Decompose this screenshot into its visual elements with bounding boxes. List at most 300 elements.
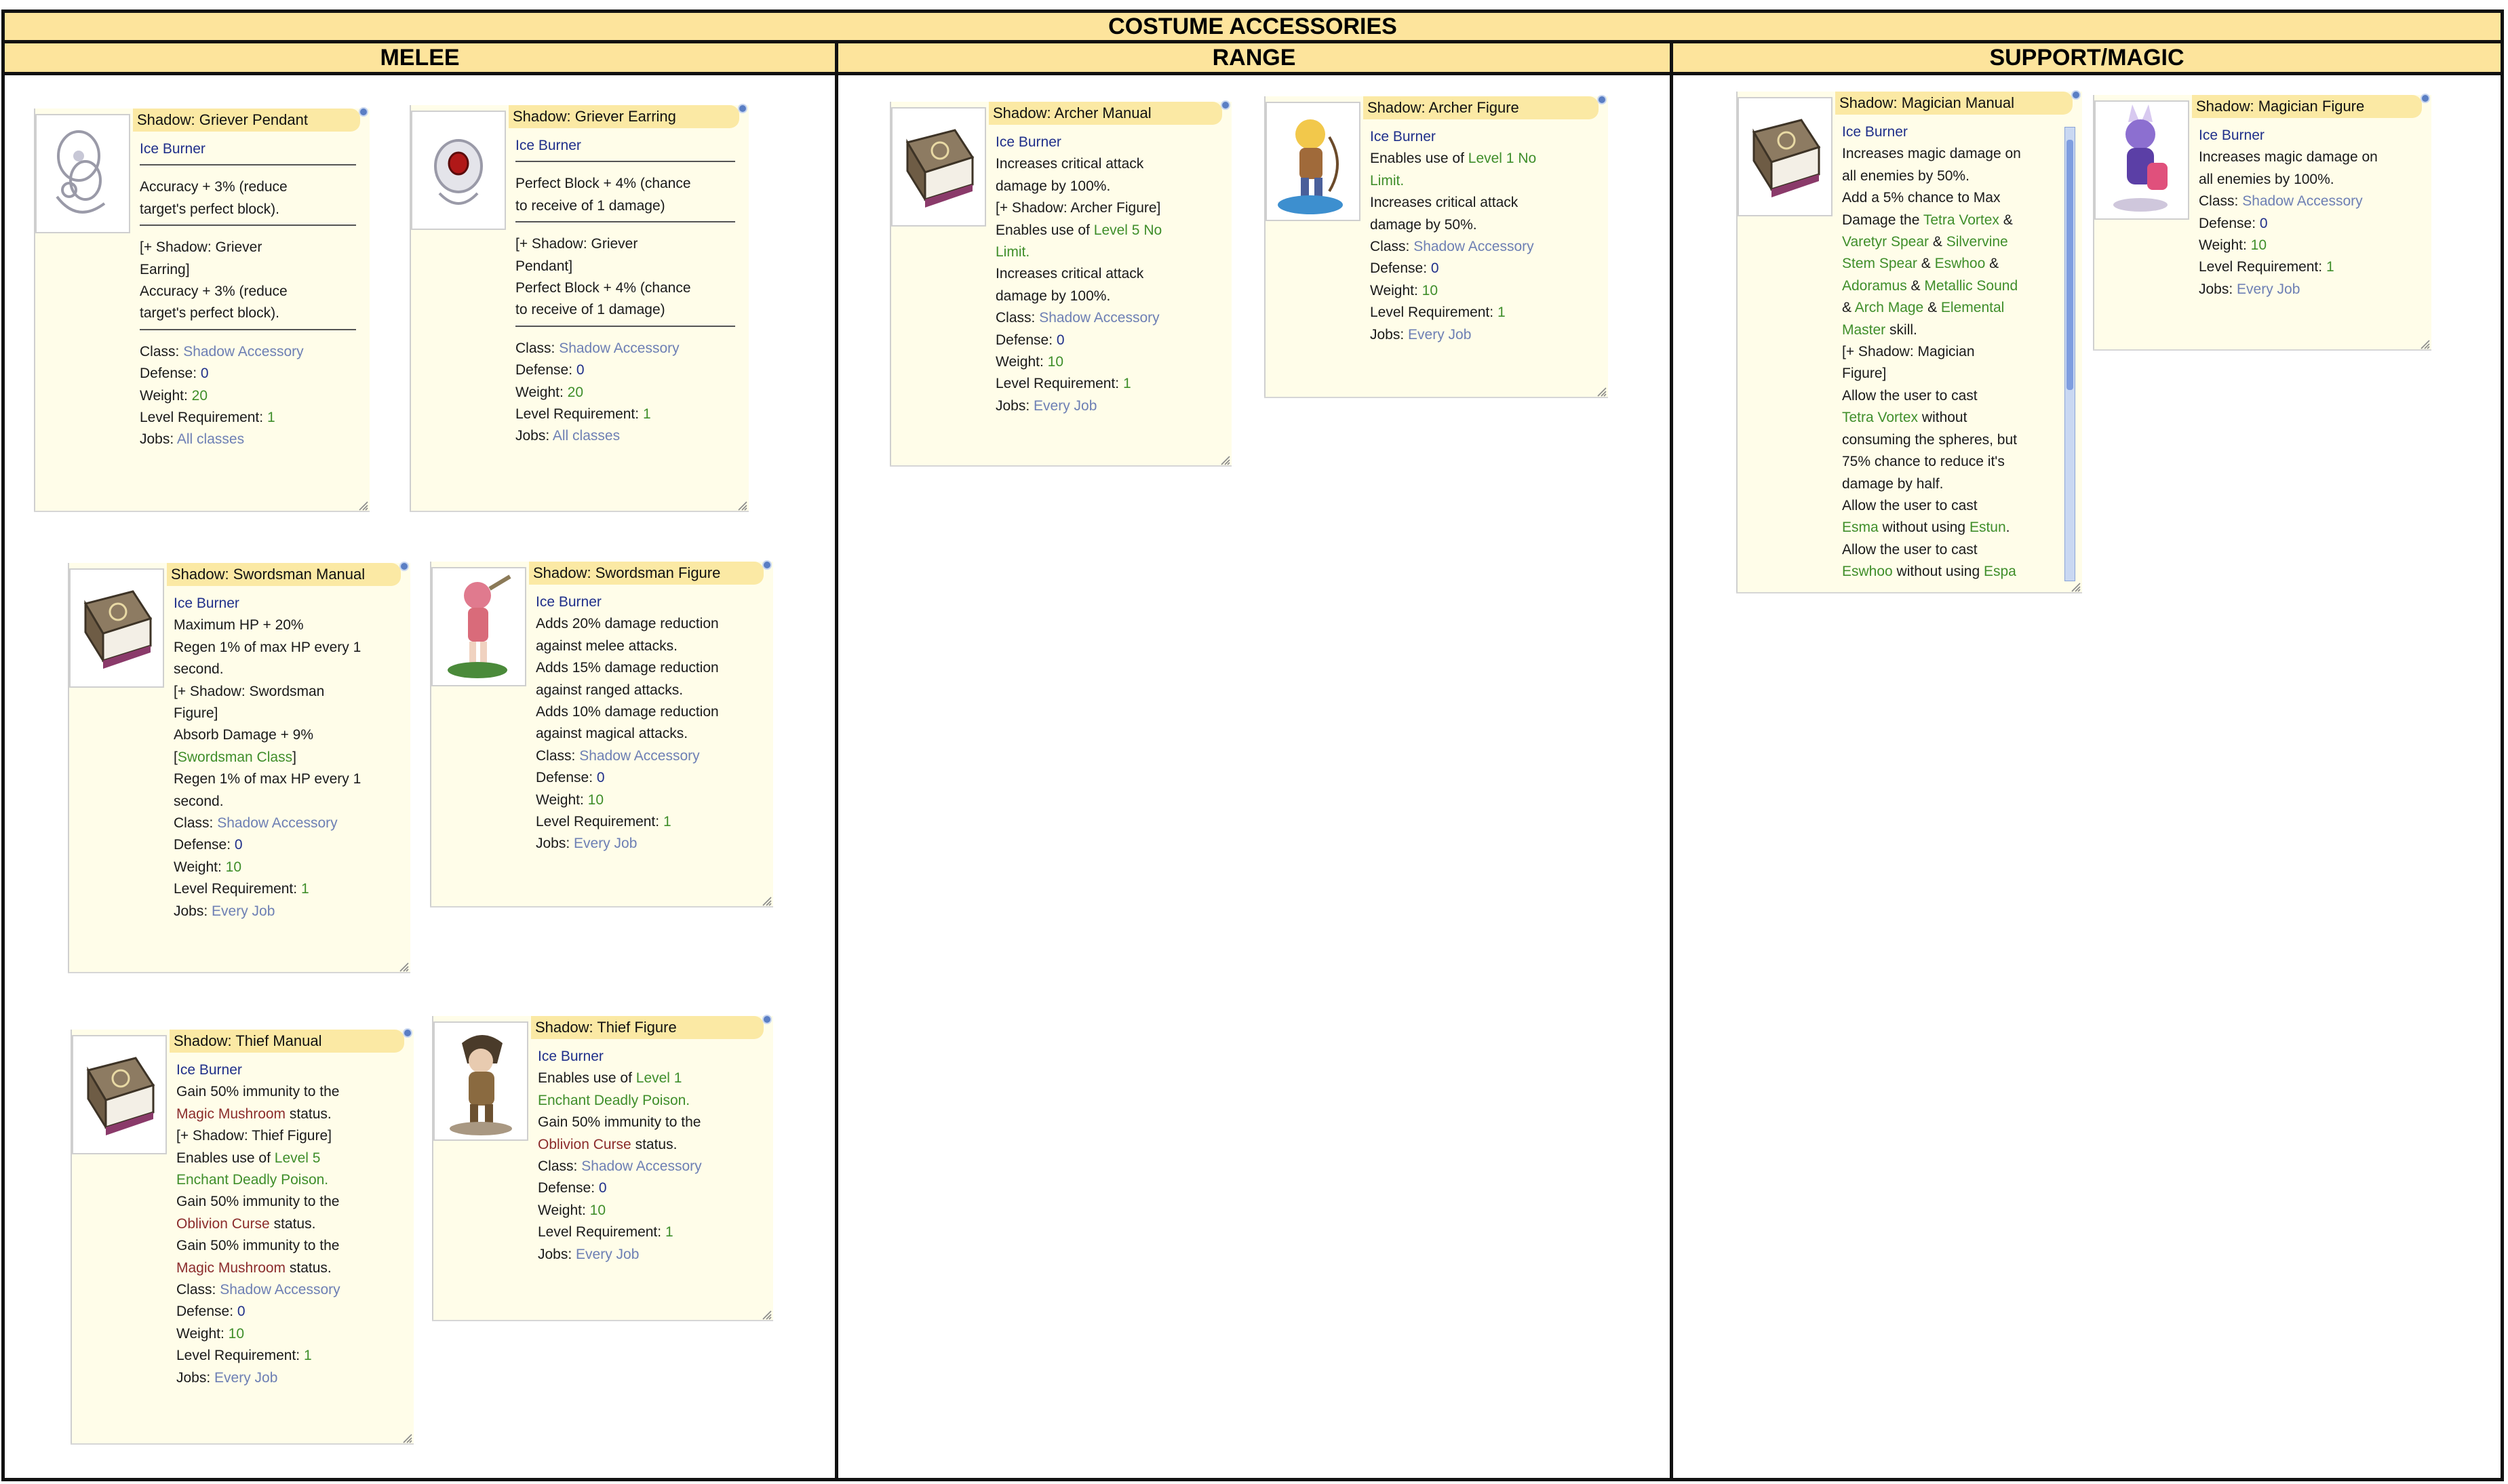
description-text: Defense:: [174, 837, 235, 853]
description-text: Silvervine: [1946, 234, 2008, 250]
description-text: 1: [1497, 305, 1506, 321]
description-divider: [140, 329, 356, 330]
description-text: Every Job: [212, 903, 275, 919]
item-name: Shadow: Magician Manual: [1835, 92, 2073, 115]
description-text: 20: [191, 387, 208, 404]
description-text: Weight:: [2199, 237, 2251, 254]
description-text: Every Job: [214, 1369, 278, 1386]
description-text: Jobs:: [174, 903, 212, 919]
info-dot-icon[interactable]: [403, 1028, 412, 1038]
description-text: Ice Burner: [2199, 128, 2265, 143]
description-line: [996, 176, 1218, 197]
description-text: to receive of 1 damage): [515, 302, 665, 318]
description-text: skill.: [1885, 321, 1917, 338]
item-description: [1842, 121, 2069, 583]
description-text: 10: [228, 1325, 245, 1342]
description-line: [1842, 561, 2069, 583]
description-text: Eswhoo: [1842, 564, 1893, 580]
description-text: against magical attacks.: [536, 726, 688, 742]
description-line: [1842, 363, 2069, 385]
item-description: [174, 593, 397, 922]
description-line: [996, 286, 1218, 307]
description-text: Enables use of: [1370, 151, 1468, 167]
item-thumbnail: [2094, 100, 2189, 220]
description-line: [174, 857, 397, 878]
item-description: [538, 1046, 760, 1266]
resize-grip-icon[interactable]: [357, 500, 368, 511]
description-text: Ice Burner: [140, 141, 205, 157]
resize-grip-icon[interactable]: [761, 895, 772, 906]
description-text: 1: [665, 1224, 673, 1241]
info-dot-icon[interactable]: [2071, 90, 2081, 100]
description-text: Level 1 No: [1468, 151, 1537, 167]
description-text: Shadow Accessory: [1039, 310, 1160, 326]
description-text: Level Requirement:: [174, 881, 301, 897]
description-line: [1370, 214, 1594, 236]
description-text: damage by 100%.: [996, 288, 1111, 304]
resize-grip-icon[interactable]: [761, 1309, 772, 1320]
book-icon: [71, 678, 163, 689]
description-text: 10: [1047, 354, 1064, 370]
page-title: COSTUME ACCESSORIES: [1, 9, 2504, 43]
description-line: [515, 233, 735, 255]
description-line: [174, 659, 397, 680]
description-line: [1842, 297, 2069, 319]
description-text: Weight:: [538, 1202, 590, 1218]
description-text: Enchant Deadly Poison.: [176, 1172, 329, 1188]
item-description: [2199, 125, 2418, 300]
description-text: Jobs:: [176, 1369, 215, 1386]
description-text: Class:: [996, 310, 1040, 326]
description-text: 0: [234, 837, 243, 853]
description-line: [515, 277, 735, 299]
description-text: Weight:: [176, 1325, 229, 1342]
resize-grip-icon[interactable]: [2419, 338, 2430, 349]
description-line: [1842, 385, 2069, 407]
description-text: Accuracy + 3% (reduce: [140, 179, 288, 195]
description-line: [538, 1046, 760, 1068]
info-dot-icon[interactable]: [2421, 94, 2430, 103]
resize-grip-icon[interactable]: [1596, 386, 1607, 397]
description-text: Tetra Vortex: [1842, 410, 1919, 426]
description-divider: [140, 164, 356, 165]
description-line: [1370, 324, 1594, 346]
description-text: 0: [596, 770, 605, 786]
description-text: second.: [174, 661, 224, 678]
description-line: [1370, 302, 1594, 324]
description-line: [536, 767, 760, 789]
description-text: Defense:: [996, 332, 1057, 348]
figure-icon: [433, 676, 525, 688]
description-text: Regen 1% of max HP every 1: [174, 639, 361, 655]
description-text: all enemies by 100%.: [2199, 171, 2334, 187]
description-line: [996, 153, 1218, 175]
description-text: Shadow Accessory: [183, 343, 304, 359]
description-line: [176, 1191, 400, 1213]
description-line: [176, 1301, 400, 1323]
description-text: Class:: [174, 815, 218, 832]
description-text: Maximum HP + 20%: [174, 617, 304, 633]
description-text: without: [1918, 410, 1967, 426]
description-line: [2199, 235, 2418, 256]
description-line: [2199, 256, 2418, 278]
description-text: Jobs:: [538, 1246, 576, 1262]
description-text: Master: [1842, 321, 1886, 338]
description-text: &: [1985, 256, 1999, 272]
card-edge: [71, 1443, 414, 1445]
description-text: Tetra Vortex: [1923, 212, 1999, 228]
card-edge: [410, 511, 749, 512]
description-line: [140, 385, 356, 407]
item-card-archer-manual[interactable]: [890, 102, 1232, 467]
description-line: [538, 1222, 760, 1243]
description-text: Class:: [1370, 239, 1414, 255]
description-text: Jobs:: [515, 428, 553, 444]
description-line: [140, 199, 356, 220]
info-dot-icon[interactable]: [738, 104, 747, 113]
description-line: [538, 1112, 760, 1133]
description-line: [1842, 407, 2069, 429]
description-text: Enables use of: [996, 222, 1094, 238]
description-text: Regen 1% of max HP every 1: [174, 771, 361, 787]
description-line: [1370, 148, 1594, 170]
description-line: [174, 834, 397, 856]
item-name: Shadow: Magician Figure: [2192, 95, 2422, 118]
description-text: 10: [225, 859, 242, 875]
description-line: [515, 404, 735, 425]
description-text: ]: [292, 749, 296, 765]
description-line: [996, 351, 1218, 373]
item-card-griever-pendant[interactable]: [34, 109, 370, 512]
item-thumbnail: [35, 114, 130, 233]
resize-grip-icon[interactable]: [2070, 581, 2081, 592]
description-text: &: [1929, 234, 1946, 250]
description-text: 0: [598, 1180, 607, 1196]
description-text: Ice Burner: [176, 1062, 242, 1078]
description-text: Level Requirement:: [515, 406, 643, 423]
description-text: &: [1999, 212, 2013, 228]
description-line: [1842, 165, 2069, 187]
description-line: [176, 1125, 400, 1147]
description-text: Shadow Accessory: [559, 340, 680, 356]
description-line: [1370, 236, 1594, 258]
card-edge: [432, 1320, 773, 1321]
description-divider: [515, 221, 735, 222]
item-card-magician-figure[interactable]: [2093, 95, 2431, 351]
scrollbar-thumb[interactable]: [2066, 140, 2073, 390]
item-thumbnail: [411, 111, 506, 230]
info-dot-icon[interactable]: [1597, 95, 1607, 104]
description-text: Allow the user to cast: [1842, 497, 1978, 513]
description-text: Level Requirement:: [176, 1348, 304, 1364]
description-text: Every Job: [574, 836, 638, 852]
description-text: Defense:: [2199, 215, 2260, 231]
info-dot-icon[interactable]: [399, 562, 409, 571]
description-text: Shadow Accessory: [217, 815, 338, 832]
description-line: [140, 176, 356, 198]
item-description: [1370, 126, 1594, 346]
description-text: Gain 50% immunity to the: [176, 1238, 340, 1254]
item-description: [140, 138, 356, 451]
description-text: Increases magic damage on: [1842, 146, 2021, 162]
resize-grip-icon[interactable]: [1219, 454, 1230, 465]
description-text: Ice Burner: [1842, 124, 1908, 140]
description-line: [1842, 495, 2069, 517]
description-line: [174, 747, 397, 768]
description-line: [996, 132, 1218, 153]
description-line: [536, 789, 760, 811]
item-name: Shadow: Griever Pendant: [133, 109, 360, 132]
description-line: [140, 363, 356, 385]
description-text: Adds 10% damage reduction: [536, 704, 719, 720]
description-text: Absorb Damage + 9%: [174, 727, 314, 743]
book-icon: [73, 1144, 165, 1156]
description-line: [996, 197, 1218, 219]
resize-grip-icon[interactable]: [398, 961, 409, 972]
description-text: target's perfect block).: [140, 305, 279, 321]
description-text: Metallic Sound: [1924, 277, 2018, 294]
description-text: &: [1917, 256, 1935, 272]
description-line: [536, 701, 760, 723]
description-line: [174, 791, 397, 813]
item-card-thief-manual[interactable]: [71, 1030, 414, 1445]
description-text: 0: [200, 366, 209, 382]
description-text: Weight:: [140, 387, 192, 404]
description-text: Pendant]: [515, 258, 573, 274]
description-text: Gain 50% immunity to the: [176, 1084, 340, 1100]
description-text: Increases critical attack: [996, 156, 1144, 172]
description-line: [2199, 279, 2418, 300]
item-thumbnail: [1738, 97, 1833, 216]
description-text: &: [1923, 300, 1941, 316]
description-text: Damage the: [1842, 212, 1923, 228]
description-text: [+ Shadow: Thief Figure]: [176, 1128, 332, 1144]
item-thumbnail: [891, 107, 986, 227]
description-line: [1842, 253, 2069, 275]
description-line: [176, 1104, 400, 1125]
description-line: [1842, 473, 2069, 495]
description-text: 1: [663, 814, 671, 830]
column-header-range: RANGE: [835, 40, 1673, 75]
description-text: second.: [174, 793, 224, 809]
resize-grip-icon[interactable]: [401, 1432, 412, 1443]
description-line: [2199, 125, 2418, 147]
description-text: .: [2005, 520, 2010, 536]
item-name: Shadow: Swordsman Figure: [529, 562, 764, 585]
description-text: Every Job: [1408, 326, 1472, 343]
description-text: Weight:: [996, 354, 1048, 370]
description-line: [1370, 192, 1594, 214]
description-text: 1: [642, 406, 651, 423]
description-text: Elemental: [1940, 300, 2005, 316]
description-text: 1: [2326, 259, 2334, 275]
description-text: Espa: [1983, 564, 2016, 580]
description-text: Weight:: [1370, 282, 1422, 298]
description-line: [536, 613, 760, 635]
description-text: 1: [1122, 376, 1131, 392]
card-edge: [2093, 349, 2431, 351]
figure-icon: [2096, 210, 2188, 221]
column-divider: [1670, 40, 1673, 1481]
item-name: Shadow: Thief Manual: [170, 1030, 404, 1053]
description-text: without using: [1892, 564, 1984, 580]
description-text: Jobs:: [140, 431, 177, 448]
description-text: Oblivion Curse: [176, 1215, 270, 1232]
description-line: [538, 1244, 760, 1266]
description-text: &: [1906, 277, 1925, 294]
description-text: 10: [589, 1202, 606, 1218]
description-text: Weight:: [174, 859, 226, 875]
info-dot-icon[interactable]: [762, 1015, 772, 1024]
description-line: [174, 724, 397, 746]
description-text: Level Requirement:: [536, 814, 663, 830]
description-line: [515, 195, 735, 217]
description-text: Class:: [2199, 193, 2243, 210]
description-line: [176, 1148, 400, 1169]
description-line: [176, 1279, 400, 1301]
description-line: [176, 1081, 400, 1103]
description-text: Level 1: [635, 1070, 682, 1087]
description-text: 10: [587, 792, 604, 808]
description-text: Accuracy + 3% (reduce: [140, 284, 288, 300]
description-text: status.: [286, 1106, 332, 1122]
card-edge: [68, 972, 410, 973]
description-line: [1370, 280, 1594, 302]
info-dot-icon[interactable]: [359, 107, 368, 117]
description-text: Defense:: [140, 366, 201, 382]
description-line: [1842, 121, 2069, 143]
description-line: [536, 591, 760, 613]
description-text: Every Job: [1034, 397, 1097, 414]
description-text: Perfect Block + 4% (chance: [515, 176, 691, 192]
description-line: [515, 135, 735, 157]
item-thumbnail: [72, 1035, 167, 1154]
description-text: 75% chance to reduce it's: [1842, 454, 2005, 470]
description-text: Every Job: [576, 1246, 640, 1262]
item-description: [515, 135, 735, 448]
figure-icon: [1267, 211, 1359, 222]
description-line: [140, 341, 356, 363]
description-text: Esma: [1842, 520, 1879, 536]
item-description: [536, 591, 760, 855]
description-line: [1370, 126, 1594, 148]
description-text: Perfect Block + 4% (chance: [515, 280, 691, 296]
item-card-swordsman-figure[interactable]: [430, 562, 773, 907]
description-line: [996, 307, 1218, 329]
description-scrollbar[interactable]: [2064, 127, 2075, 581]
item-card-magician-manual[interactable]: [1736, 92, 2082, 593]
description-line: [1842, 187, 2069, 209]
description-line: [536, 745, 760, 767]
description-text: Increases magic damage on: [2199, 149, 2378, 165]
description-text: Shadow Accessory: [2242, 193, 2363, 210]
description-text: Enables use of: [176, 1150, 275, 1166]
card-edge: [1736, 592, 2082, 593]
description-text: Varetyr Spear: [1842, 234, 1929, 250]
description-line: [515, 338, 735, 359]
description-line: [1842, 341, 2069, 363]
description-text: Weight:: [515, 384, 568, 400]
item-description: [176, 1059, 400, 1389]
description-line: [515, 359, 735, 381]
description-text: Magic Mushroom: [176, 1106, 286, 1122]
description-line: [2199, 213, 2418, 235]
description-text: Adds 20% damage reduction: [536, 616, 719, 632]
description-text: Gain 50% immunity to the: [176, 1194, 340, 1210]
item-name: Shadow: Archer Manual: [989, 102, 1222, 125]
description-text: Ice Burner: [536, 594, 602, 610]
description-text: [+ Shadow: Griever: [515, 236, 638, 252]
item-card-griever-earring[interactable]: [410, 105, 749, 512]
description-line: [515, 256, 735, 277]
description-line: [1842, 539, 2069, 561]
description-text: Ice Burner: [538, 1049, 604, 1064]
description-line: [538, 1134, 760, 1156]
description-text: against ranged attacks.: [536, 682, 684, 698]
description-text: 0: [2259, 215, 2268, 231]
book-icon: [1739, 206, 1831, 218]
item-card-archer-figure[interactable]: [1264, 96, 1608, 398]
description-line: [538, 1090, 760, 1112]
description-line: [140, 429, 356, 450]
description-line: [536, 811, 760, 833]
resize-grip-icon[interactable]: [737, 500, 747, 511]
description-text: 1: [300, 881, 309, 897]
description-line: [996, 330, 1218, 351]
description-text: Class:: [538, 1158, 582, 1175]
description-text: [+ Shadow: Magician: [1842, 344, 1975, 360]
description-text: to receive of 1 damage): [515, 197, 665, 214]
description-line: [538, 1200, 760, 1222]
description-text: All classes: [176, 431, 245, 448]
item-thumbnail: [1266, 102, 1360, 221]
description-text: damage by half.: [1842, 475, 1944, 492]
item-thumbnail: [69, 568, 164, 688]
description-text: Shadow Accessory: [1413, 239, 1534, 255]
description-text: Enables use of: [538, 1070, 636, 1087]
description-text: Jobs:: [996, 397, 1034, 414]
description-text: Class:: [536, 747, 580, 764]
description-text: 20: [567, 384, 584, 400]
description-line: [174, 813, 397, 834]
description-text: Ice Burner: [1370, 129, 1436, 144]
description-line: [1842, 451, 2069, 473]
description-text: Class:: [176, 1282, 220, 1298]
description-text: Level Requirement:: [2199, 259, 2326, 275]
description-line: [1842, 275, 2069, 297]
description-line: [174, 593, 397, 614]
description-text: Increases critical attack: [996, 266, 1144, 282]
description-line: [538, 1068, 760, 1089]
description-line: [140, 407, 356, 429]
description-line: [538, 1156, 760, 1177]
info-dot-icon[interactable]: [1221, 100, 1230, 110]
column-divider: [835, 40, 838, 1481]
description-text: Every Job: [2237, 281, 2300, 297]
description-line: [996, 395, 1218, 417]
figure-icon: [435, 1131, 527, 1142]
description-text: Level Requirement:: [1370, 305, 1497, 321]
description-line: [996, 220, 1218, 241]
description-text: Swordsman Class: [177, 749, 293, 765]
item-name: Shadow: Thief Figure: [531, 1016, 764, 1039]
item-card-swordsman-manual[interactable]: [68, 563, 410, 973]
description-line: [515, 173, 735, 195]
description-text: without using: [1878, 520, 1970, 536]
description-divider: [515, 161, 735, 162]
info-dot-icon[interactable]: [762, 560, 772, 570]
item-card-thief-figure[interactable]: [432, 1016, 773, 1321]
